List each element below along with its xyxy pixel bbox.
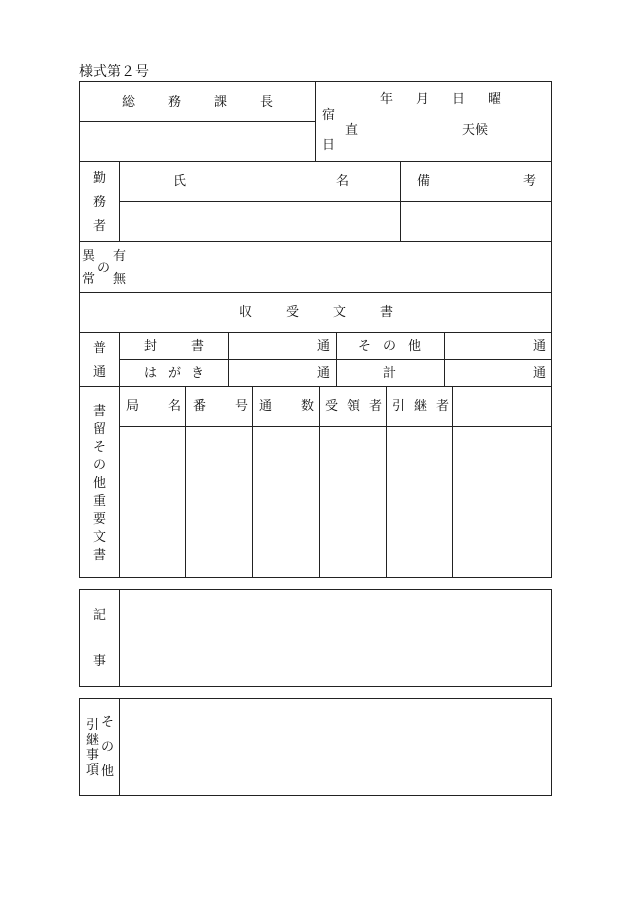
handover-label-1: 引 (86, 718, 100, 733)
handover-label-4: 項 (86, 763, 100, 778)
total-count-cell[interactable] (445, 360, 531, 386)
col-receiver-2: 領 (347, 399, 361, 414)
registered-label-1: 書 (93, 404, 107, 419)
notes-content-area[interactable] (120, 590, 551, 686)
handover-label-3: 事 (86, 748, 100, 763)
remarks-label-1: 備 (417, 174, 431, 189)
postcard-count-unit: 通 (317, 366, 331, 381)
docs-title-4: 書 (380, 305, 394, 320)
registered-extra-cell[interactable] (453, 427, 551, 577)
chief-signature-cell[interactable] (80, 122, 315, 161)
registered-label-7: 要 (93, 512, 107, 527)
other-label-2: の (383, 339, 397, 354)
total-label: 計 (383, 366, 397, 381)
ordinary-label-1: 普 (93, 341, 107, 356)
postcard-label-1: は (144, 366, 158, 381)
duty-label-3: 日 (322, 138, 336, 153)
registered-label-9: 書 (93, 548, 107, 563)
date-year: 年 (380, 92, 394, 107)
col-office-1: 局 (126, 399, 140, 414)
other-count-unit: 通 (533, 339, 547, 354)
name-label-1: 氏 (173, 174, 187, 189)
col-handover-2: 継 (414, 399, 428, 414)
notes-label-2: 事 (93, 654, 107, 669)
duty-label-1: 宿 (322, 108, 336, 123)
handover-label-2: 継 (86, 733, 100, 748)
registered-label-2: 留 (93, 422, 107, 437)
registered-label-5: 他 (93, 476, 107, 491)
worker-remarks-cell[interactable] (401, 202, 551, 241)
registered-label-3: そ (93, 440, 107, 455)
docs-title-3: 文 (333, 305, 347, 320)
sealed-label-2: 書 (191, 339, 205, 354)
handover-other-1: そ (101, 715, 115, 730)
col-receiver-3: 者 (369, 399, 383, 414)
anomaly-none: 無 (113, 272, 127, 287)
registered-handover-cell[interactable] (387, 427, 452, 577)
registered-label-8: 文 (93, 530, 107, 545)
workers-label-2: 務 (93, 195, 107, 210)
postcard-count-cell[interactable] (229, 360, 315, 386)
chief-label-1: 総 (122, 95, 136, 110)
date-month: 月 (416, 92, 430, 107)
anomaly-label-2: 常 (82, 272, 96, 287)
postcard-label-2: が (168, 366, 182, 381)
registered-receiver-cell[interactable] (320, 427, 386, 577)
name-label-2: 名 (336, 174, 350, 189)
date-weekday: 曜 (488, 92, 502, 107)
notes-label-1: 記 (93, 608, 107, 623)
registered-office-cell[interactable] (120, 427, 185, 577)
col-number-1: 番 (193, 399, 207, 414)
other-count-cell[interactable] (445, 333, 531, 359)
col-count-2: 数 (301, 399, 315, 414)
duty-label-2: 直 (345, 123, 359, 138)
form-title: 様式第２号 (79, 64, 149, 80)
workers-label-3: 者 (93, 219, 107, 234)
sealed-count-unit: 通 (317, 339, 331, 354)
chief-label-3: 課 (214, 95, 228, 110)
sealed-label-1: 封 (144, 339, 158, 354)
handover-content-area[interactable] (120, 699, 551, 795)
col-receiver-1: 受 (325, 399, 339, 414)
anomaly-no-particle: の (97, 261, 111, 276)
postcard-label-3: き (191, 366, 205, 381)
workers-label-1: 勤 (93, 171, 107, 186)
chief-label-4: 長 (260, 95, 274, 110)
registered-count-cell[interactable] (253, 427, 319, 577)
total-count-unit: 通 (533, 366, 547, 381)
docs-title-2: 受 (286, 305, 300, 320)
worker-name-cell[interactable] (120, 202, 400, 241)
other-label-3: 他 (408, 339, 422, 354)
anomaly-cell[interactable] (130, 242, 551, 291)
ordinary-label-2: 通 (93, 365, 107, 380)
registered-number-cell[interactable] (186, 427, 252, 577)
weather-label: 天候 (462, 123, 489, 138)
sealed-count-cell[interactable] (229, 333, 315, 359)
remarks-label-2: 考 (523, 174, 537, 189)
registered-label-4: の (93, 458, 107, 473)
other-label-1: そ (358, 339, 372, 354)
handover-other-2: の (101, 740, 115, 755)
col-handover-3: 者 (436, 399, 450, 414)
col-office-2: 名 (168, 399, 182, 414)
chief-label-2: 務 (168, 95, 182, 110)
col-handover-1: 引 (392, 399, 406, 414)
docs-title-1: 収 (239, 305, 253, 320)
col-count-1: 通 (259, 399, 273, 414)
registered-label-6: 重 (93, 494, 107, 509)
anomaly-label-1: 異 (82, 249, 96, 264)
col-number-2: 号 (235, 399, 249, 414)
handover-other-3: 他 (101, 764, 115, 779)
date-day: 日 (452, 92, 466, 107)
anomaly-yes: 有 (113, 249, 127, 264)
